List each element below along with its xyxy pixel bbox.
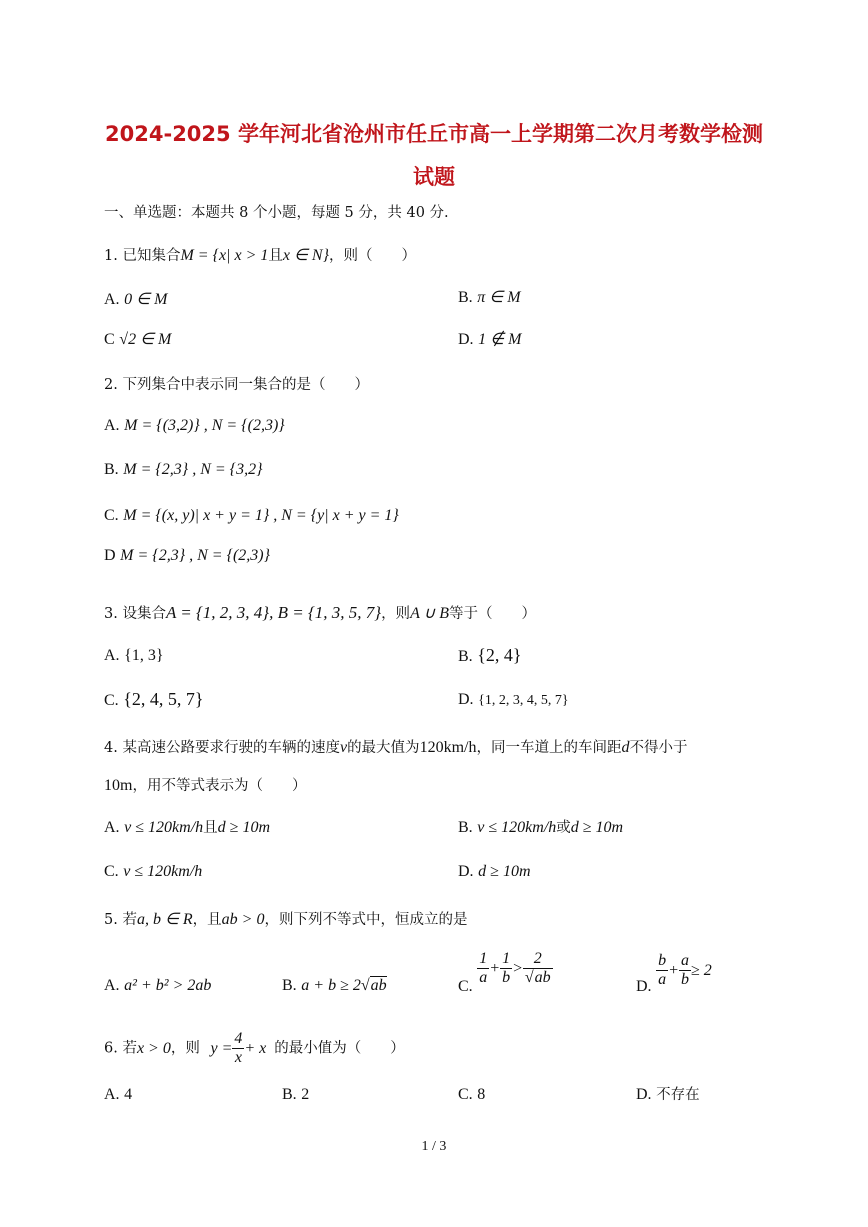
plus-sign: +: [668, 961, 679, 979]
option-expression: v ≤ 120km/h: [123, 863, 203, 880]
option-value: 8: [477, 1086, 486, 1103]
question-6-condition: x > 0: [136, 1039, 171, 1057]
document-title-line-1: 2024-2025 学年河北省沧州市任丘市高一上学期第二次月考数学检测: [105, 122, 763, 146]
greater-equal-expression: ≥ 2: [690, 961, 712, 979]
option-expression: d ≥ 10m: [478, 863, 531, 880]
fraction-denominator: b: [502, 969, 511, 987]
option-expression-1: v ≤ 120km/h: [124, 819, 204, 836]
option-label: A.: [104, 417, 120, 434]
question-3-option-b: [458, 646, 522, 665]
question-4-text-c: ，同一车道上的车间距: [476, 740, 622, 756]
greater-than-sign: >: [512, 959, 523, 977]
question-3-sets: A = {1, 2, 3, 4}, B = {1, 3, 5, 7}: [165, 603, 382, 622]
option-label: A.: [104, 819, 120, 836]
option-label: C.: [104, 692, 119, 709]
question-4-stem-line-1: [104, 740, 687, 756]
option-label: C: [104, 331, 115, 348]
plus-sign: +: [489, 959, 501, 977]
question-4-text-d: 不得小于: [629, 740, 688, 756]
option-expression: π ∈ M: [477, 289, 521, 306]
option-value: 2: [301, 1086, 310, 1103]
question-6-stem: [104, 1030, 405, 1068]
sqrt-symbol: √: [524, 969, 534, 987]
question-6-text-c: 的最小值为（ ）: [274, 1040, 405, 1057]
question-1-set-expression: M = {x| x > 1: [180, 247, 269, 264]
option-label: B.: [458, 819, 473, 836]
option-conjunction: 且: [203, 820, 218, 836]
question-2-option-b: [104, 462, 262, 478]
option-label: D.: [458, 331, 474, 348]
question-1-text-b: ，则（ ）: [328, 248, 416, 264]
question-3-text-c: 等于（ ）: [449, 606, 537, 622]
option-expression: {1, 3}: [124, 647, 164, 664]
question-5-text-c: ，则下列不等式中，恒成立的是: [264, 912, 468, 928]
option-value: 4: [124, 1086, 133, 1103]
option-expression: 1 ∉ M: [478, 331, 522, 348]
question-6-function-lhs: y =: [210, 1039, 233, 1057]
option-label: D.: [458, 691, 474, 708]
option-label: D: [104, 547, 116, 564]
option-conjunction: 或: [556, 820, 571, 836]
question-4-text-a: 4. 某高速公路要求行驶的车辆的速度: [104, 740, 340, 756]
option-label: B.: [458, 289, 473, 306]
fraction-numerator: 4: [234, 1030, 243, 1047]
option-label: A.: [104, 647, 120, 664]
option-value: 不存在: [656, 1087, 700, 1103]
fraction-numerator: 1: [479, 950, 488, 967]
question-6-text-a: 6. 若: [104, 1040, 137, 1057]
option-expression: M = {2,3} , N = {3,2}: [123, 461, 263, 478]
fraction-denominator: [523, 968, 553, 987]
question-3-text-b: ，则: [381, 606, 411, 622]
question-5-stem: [104, 912, 467, 928]
question-5-option-d: [636, 952, 712, 995]
question-2-option-d: [104, 548, 270, 564]
option-label: C.: [458, 977, 473, 995]
page-number: 1 / 3: [421, 1139, 447, 1154]
question-6-option-d: [636, 1087, 700, 1103]
question-4-option-d: [458, 864, 531, 880]
question-4-option-b: [458, 820, 623, 836]
question-4-option-c: [104, 864, 202, 880]
question-4-option-a: [104, 820, 270, 836]
question-6-fraction: [232, 1030, 244, 1068]
question-6-option-c: [458, 1087, 485, 1103]
fraction-denominator: b: [680, 971, 689, 989]
option-label: A.: [104, 1086, 120, 1103]
question-3-text-a: 3. 设集合: [104, 606, 166, 622]
option-expression: 0 ∈ M: [124, 291, 168, 308]
option-expression: a + b ≥ 2: [301, 977, 361, 994]
fraction-numerator: 2: [533, 950, 542, 967]
question-3-option-a: [104, 648, 164, 664]
question-6-text-b: ，则: [170, 1040, 200, 1057]
fraction-numerator: 1: [502, 950, 511, 967]
question-3-union: A ∪ B: [410, 605, 450, 622]
option-label: B.: [458, 648, 473, 665]
option-label: A.: [104, 291, 120, 308]
question-5-condition-2: ab > 0: [221, 911, 265, 928]
question-4-speed: 120km/h: [419, 739, 477, 756]
option-expression: {2, 4}: [477, 645, 522, 665]
option-label: A.: [104, 977, 120, 994]
option-expression: √2 ∈ M: [119, 331, 172, 348]
question-1-option-d: [458, 332, 521, 348]
option-expression: M = {(x, y)| x + y = 1} , N = {y| x + y = 1}: [123, 507, 399, 524]
fraction: [656, 952, 668, 990]
question-5-text-a: 5. 若: [104, 912, 137, 928]
question-4-var-v: v: [339, 739, 348, 756]
question-1-text-a: 1. 已知集合: [104, 248, 181, 264]
fraction-denominator: a: [658, 971, 667, 989]
option-expression: a² + b² > 2ab: [124, 977, 212, 994]
question-4-var-d: d: [621, 739, 630, 756]
question-1-option-b: [458, 290, 521, 306]
question-6-option-b: [282, 1087, 309, 1103]
option-radicand: ab: [370, 977, 387, 994]
question-4-text-b: 的最大值为: [347, 740, 420, 756]
question-1-option-c: [104, 332, 171, 348]
question-3-option-c: [104, 690, 204, 709]
option-label: B.: [282, 1086, 297, 1103]
fraction: [500, 950, 512, 988]
question-1-set-tail: x ∈ N}: [282, 247, 329, 264]
fraction: [477, 950, 489, 988]
question-4-stem-line-2: [104, 778, 306, 794]
question-2-stem: 2. 下列集合中表示同一集合的是（ ）: [104, 377, 369, 393]
fraction-numerator: a: [680, 952, 689, 969]
option-label: D.: [458, 863, 474, 880]
question-6-option-a: [104, 1087, 132, 1103]
question-5-text-b: ，且: [192, 912, 222, 928]
option-label: C.: [458, 1086, 473, 1103]
question-1-option-a: [104, 292, 167, 308]
option-label: D.: [636, 977, 652, 995]
document-title-line-2: 试题: [413, 165, 455, 189]
question-5-option-c: [458, 950, 553, 995]
option-label: C.: [104, 507, 119, 524]
fraction-numerator: b: [658, 952, 667, 969]
question-4-distance: 10m: [104, 777, 133, 794]
option-expression: M = {2,3} , N = {(2,3)}: [120, 547, 271, 564]
section-heading: 一、单选题：本题共 8 个小题，每题 5 分，共 40 分.: [104, 205, 449, 221]
option-expression: {2, 4, 5, 7}: [123, 689, 204, 709]
option-expression-1: v ≤ 120km/h: [477, 819, 557, 836]
option-label: C.: [104, 863, 119, 880]
question-5-option-a: [104, 978, 211, 994]
question-3-option-d: [458, 692, 569, 708]
option-expression-2: d ≥ 10m: [217, 819, 270, 836]
option-label: B.: [282, 977, 297, 994]
question-6-function-rhs: + x: [244, 1039, 267, 1057]
fraction-denominator: x: [232, 1048, 244, 1067]
question-4-text-e: ，用不等式表示为（ ）: [132, 778, 307, 794]
option-expression: M = {(3,2)} , N = {(2,3)}: [124, 417, 285, 434]
option-label: B.: [104, 461, 119, 478]
fraction: [523, 950, 553, 988]
question-5-option-b: [282, 978, 387, 994]
question-5-condition-1: a, b ∈ R: [136, 911, 193, 928]
question-2-option-c: [104, 508, 399, 524]
option-expression: {1, 2, 3, 4, 5, 7}: [478, 693, 569, 708]
sqrt-symbol: √: [360, 977, 370, 994]
option-label: D.: [636, 1086, 652, 1103]
question-1-and-word: 且: [268, 248, 283, 264]
question-2-option-a: [104, 418, 285, 434]
question-1-stem: [104, 248, 416, 264]
question-3-stem: [104, 604, 536, 622]
fraction: [679, 952, 691, 990]
fraction-denominator: a: [479, 969, 488, 987]
option-expression-2: d ≥ 10m: [570, 819, 624, 836]
radicand: ab: [534, 969, 551, 987]
